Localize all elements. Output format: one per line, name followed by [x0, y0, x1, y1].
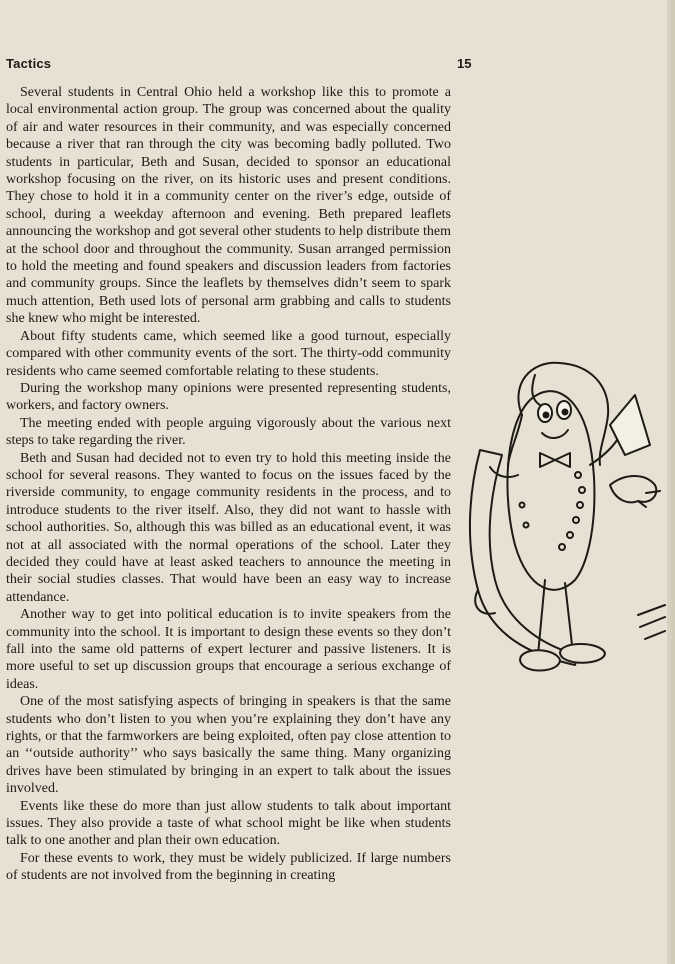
- right-leg: [565, 583, 572, 645]
- right-shoe: [560, 644, 605, 663]
- pickle-character-illustration: [460, 355, 670, 715]
- glove: [610, 476, 656, 502]
- paragraph: During the workshop many opinions were presented representing students, workers, and factory owners.: [6, 380, 451, 414]
- left-shoe: [520, 650, 560, 670]
- paragraph: Another way to get into political education is to invite speakers from the community into the school. It is important to design these events so they don’t fall into the same old patterns of expert lecturer and passive listeners. It is more useful to set up discussion groups that encourage a serious exchange of ideas.: [6, 607, 451, 692]
- paragraph: Beth and Susan had decided not to even try to hold this meeting inside the school for several reasons. They wanted to focus on the issues faced by the riverside community, to engage community residents in the process, and to introduce students to the river itself. Also, they did not want to hassle with school authorities. So, although this was billed as an educational event, it was not at all associated with the normal operations of the school. Later they decided they could have at least asked teachers to announce the meeting in their social studies classes. That would have been an easy way to increase attendance.: [6, 450, 451, 605]
- paragraph: One of the most satisfying aspects of bringing in speakers is that the same students who don’t listen to you when you’re explaining they don’t have any rights, or that the farmworkers are being exploited, often pay close attention to an ‘‘outside authority’’ who says basically the same thing. Many organizing drives have been stimulated by bringing in an expert to talk about the issues involved.: [6, 694, 451, 797]
- paragraph: For these events to work, they must be widely publicized. If large numbers of students are not involved from the beginning in creating: [6, 850, 451, 884]
- paragraph: The meeting ended with people arguing vigorously about the various next steps to take regarding the river.: [6, 415, 451, 449]
- body-text: [6, 84, 451, 885]
- running-head: Tactics: [6, 56, 52, 71]
- paragraph: Several students in Central Ohio held a workshop like this to promote a local environmental action group. The group was concerned about the quality of air and water resources in their community, and was especially concerned because a river that ran through the city was becoming badly polluted. Two students in particular, Beth and Susan, decided to sponsor an educational workshop focusing on the river, on its historic uses and present conditions. They chose to hold it in a community center on the river’s edge, outside of school, during a weekday afternoon and evening. Beth prepared leaflets announcing the workshop and got several other students to help distribute them at the school door and throughout the community. Susan arranged permission to hold the meeting and found speakers and discussion leaders from factories and community groups. Since the leaflets by themselves didn’t seem to spark much attention, Beth used lots of personal arm grabbing and calls to students she knew who might be interested.: [6, 85, 451, 327]
- note-paper: [610, 395, 650, 455]
- paragraph: About fifty students came, which seemed like a good turnout, especially compared with other community events of the sort. The thirty-odd community residents who came seemed comfortable relating to these students.: [6, 328, 451, 379]
- paragraph: Events like these do more than just allow students to talk about important issues. They also provide a taste of what school might be like when students talk to one another and plan their own education.: [6, 798, 451, 849]
- page-number: 15: [457, 56, 472, 71]
- left-leg: [538, 580, 545, 655]
